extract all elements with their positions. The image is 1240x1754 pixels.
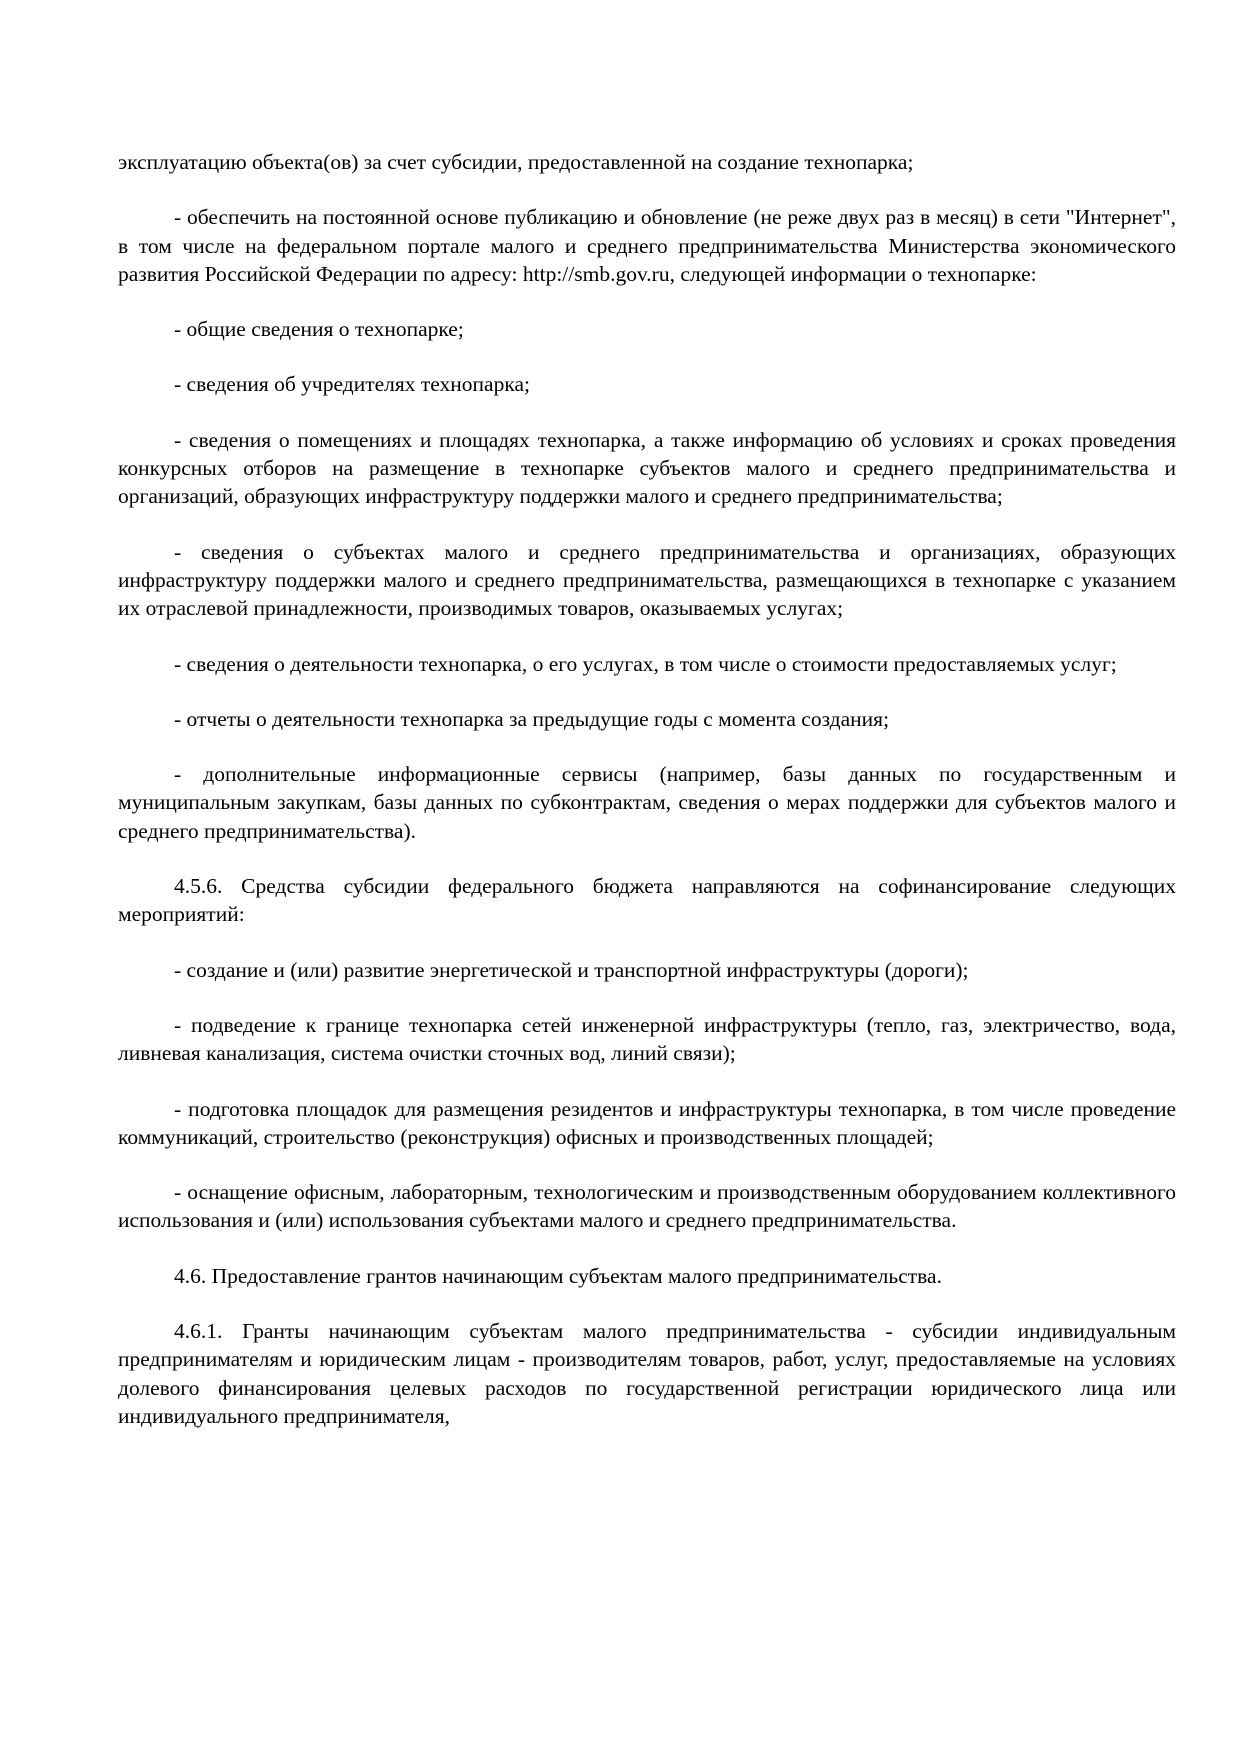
paragraph-10: 4.5.6. Средства субсидии федерального бюджета направляются на софинансирование следующих мероприятий: (118, 874, 1176, 927)
paragraph-3: - общие сведения о технопарке; (174, 317, 464, 342)
paragraph-11: - создание и (или) развитие энергетической и транспортной инфраструктуры (дороги); (174, 957, 969, 982)
paragraph-12: - подведение к границе технопарка сетей инженерной инфраструктуры (тепло, газ, электричество, вода, ливневая канализация, система очистки сточных вод, линий связи); (118, 1012, 1176, 1066)
paragraph-9: - дополнительные информационные сервисы (например, базы данных по государственным и муниципальным закупкам, базы данных по субконтрактам, сведения о мерах поддержки для субъектов малого и среднего предпринимательства). (118, 762, 1176, 843)
paragraph-4: - сведения об учредителях технопарка; (174, 372, 530, 397)
paragraph-15: 4.6. Предоставление грантов начинающим субъектам малого предпринимательства. (174, 1263, 942, 1288)
paragraph-6: - сведения о субъектах малого и среднего предпринимательства и организациях, образующих инфраструктуру поддержки малого и среднего предпринимательства, размещающихся в технопарке с указанием их отраслевой принадлежности, производимых товаров, оказываемых услугах; (118, 539, 1176, 621)
paragraph-1: эксплуатацию объекта(ов) за счет субсидии, предоставленной на создание технопарка; (118, 150, 914, 174)
paragraph-16: 4.6.1. Гранты начинающим субъектам малого предпринимательства - субсидии индивидуальным предпринимателям и юридическим лицам - производителям товаров, работ, услуг, предоставляемые на условиях долевого финансирования целевых расходов по государственной регистрации юридического лица или индивидуального предпринимателя, (118, 1319, 1176, 1428)
paragraph-5: - сведения о помещениях и площадях технопарка, а также информацию об условиях и сроках проведения конкурсных отборов на размещение в технопарке субъектов малого и среднего предпринимательства и организаций, образующих инфраструктуру поддержки малого и среднего предпринимательства; (118, 427, 1176, 509)
paragraph-14: - оснащение офисным, лабораторным, технологическим и производственным оборудованием коллективного использования и (или) использования субъектами малого и среднего предпринимательства. (118, 1180, 1176, 1233)
paragraph-7: - сведения о деятельности технопарка, о его услугах, в том числе о стоимости предоставляемых услуг; (174, 651, 1117, 676)
paragraph-8: - отчеты о деятельности технопарка за предыдущие годы с момента создания; (174, 706, 890, 731)
paragraph-13: - подготовка площадок для размещения резидентов и инфраструктуры технопарка, в том числе проведение коммуникаций, строительство (реконструкция) офисных и производственных площадей; (118, 1096, 1176, 1149)
document-body (118, 148, 1176, 1430)
paragraph-2: - обеспечить на постоянной основе публикацию и обновление (не реже двух раз в месяц) в сети "Интернет", в том числе на федеральном портале малого и среднего предпринимательства Министерства экономического развития Российской Федерации по адресу: http://smb.gov.ru, следующей информации о технопарке: (118, 205, 1176, 286)
